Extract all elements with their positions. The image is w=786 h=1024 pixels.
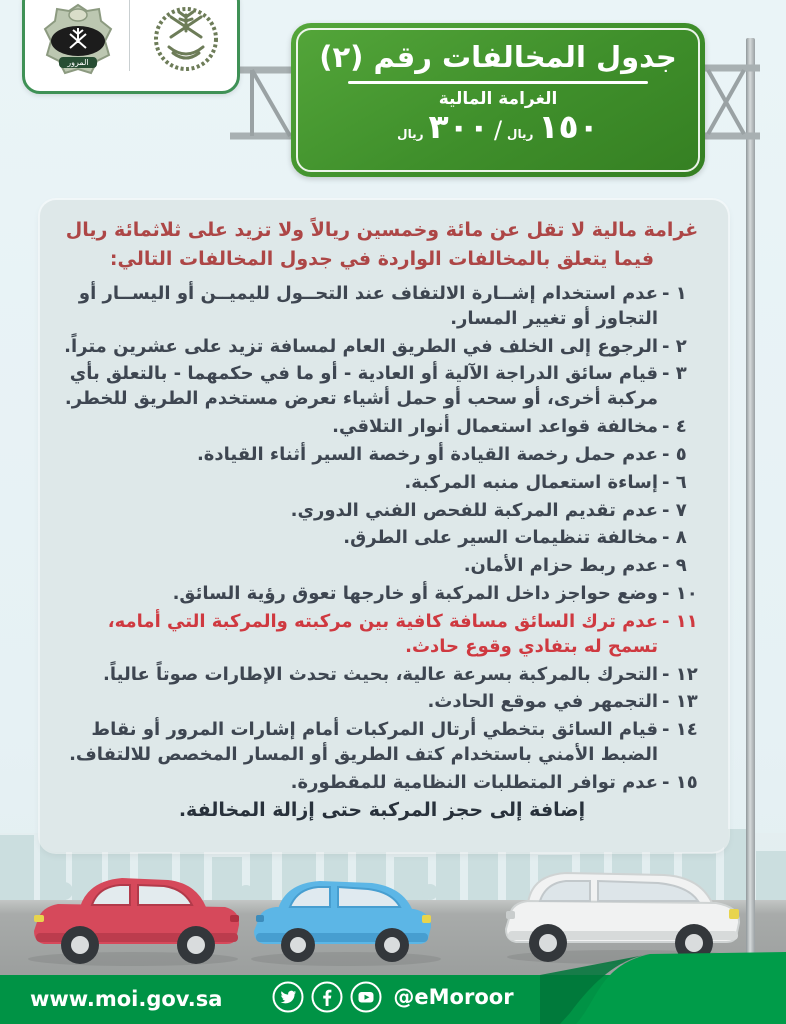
intro-text: غرامة مالية لا تقل عن مائة وخمسين ريالاً ولا تزيد على ثلاثمائة ريال فيما يتعلق بالمخالفات الواردة في جدول المخالفات التالي: [65, 219, 699, 270]
violation-number: ٥ - [662, 443, 687, 465]
sign-title: جدول المخالفات رقم (٢) [319, 40, 677, 74]
violation-item-8 [56, 526, 708, 551]
violation-text: قيام السائق بتخطي أرتال المركبات أمام إشارات المرور أو نقاط الضبط الأمني باستخدام كتف الطريق أو المسار المخصص للالتفاف. [69, 719, 658, 766]
amount-max: ٣٠٠ [428, 107, 489, 146]
violation-number: ١٠ - [662, 583, 698, 605]
amount-separator: / [493, 116, 503, 144]
twitter-icon[interactable] [272, 981, 304, 1013]
moi-emblem-icon [151, 3, 221, 75]
website-link[interactable]: www.moi.gov.sa [30, 987, 223, 1011]
violation-text: عدم حمل رخصة القيادة أو رخصة السير أثناء القيادة. [196, 443, 658, 465]
violation-item-14 [56, 718, 708, 768]
fine-amounts [397, 107, 599, 146]
social-row [0, 981, 786, 1013]
violation-number: ١٤ - [662, 719, 698, 741]
youtube-icon[interactable] [350, 981, 382, 1013]
violation-number: ٤ - [662, 416, 687, 438]
violation-item-15 [56, 771, 708, 796]
moroor-badge-icon [43, 3, 113, 79]
sign-separator [348, 81, 648, 84]
violation-text: مخالفة قواعد استعمال أنوار التلاقي. [332, 416, 658, 438]
violation-text: عدم توافر المتطلبات النظامية للمقطورة. [290, 771, 658, 793]
violation-item-12 [56, 663, 708, 688]
violation-text: قيام سائق الدراجة الآلية أو العادية - أو ما في حكمهما - بالتعلق بأي مركبة أخرى، أو سحب أو حمل أشياء تعرض مستخدم الطريق للخطر. [64, 363, 658, 410]
violation-number: ٧ - [662, 499, 687, 521]
facebook-icon[interactable] [311, 981, 343, 1013]
fine-label: الغرامة المالية [438, 89, 558, 109]
violation-number: ١١ - [662, 610, 698, 632]
violation-item-10 [56, 582, 708, 607]
violation-item-1 [56, 282, 708, 332]
violation-number: ١٢ - [662, 663, 698, 685]
violation-text: إساءة استعمال منبه المركبة. [404, 471, 658, 493]
violations-panel [40, 200, 728, 852]
logos-card [22, 0, 240, 94]
violation-number: ٦ - [662, 471, 687, 493]
violation-text: وضع حواجز داخل المركبة أو خارجها تعوق رؤية السائق. [172, 583, 658, 605]
violation-item-9 [56, 554, 708, 579]
violation-item-7 [56, 499, 708, 524]
violation-number: ١٣ - [662, 691, 698, 713]
currency-label: ريال [397, 127, 424, 141]
sign-inner-frame [296, 28, 700, 172]
violation-item-2 [56, 335, 708, 360]
moroor-badge-text: المرور [67, 58, 89, 67]
violation-text: عدم تقديم المركبة للفحص الفني الدوري. [290, 499, 658, 521]
violation-number: ٢ - [662, 335, 687, 357]
violation-text: عدم ترك السائق مسافة كافية بين مركبته والمركبة التي أمامه، تسمح له بتفادي وقوع حادث. [107, 610, 658, 657]
currency-label: ريال [507, 127, 534, 141]
violation-item-5 [56, 443, 708, 468]
violation-number: ٨ - [662, 527, 687, 549]
closing-note: إضافة إلى حجز المركبة حتى إزالة المخالفة. [178, 798, 586, 821]
violation-number: ١ - [662, 283, 687, 304]
logo-divider [129, 0, 130, 71]
violation-text: التجمهر في موقع الحادث. [427, 691, 658, 713]
violation-number: ١٥ - [662, 771, 698, 793]
violation-number: ٩ - [662, 555, 687, 577]
violation-text: عدم ربط حزام الأمان. [463, 555, 658, 577]
violation-item-13 [56, 690, 708, 715]
violation-item-6 [56, 471, 708, 496]
violation-number: ٣ - [662, 363, 687, 385]
violation-text: التحرك بالمركبة بسرعة عالية، بحيث تحدث الإطارات صوتاً عالياً. [103, 663, 658, 685]
violation-text: الرجوع إلى الخلف في الطريق العام لمسافة تزيد على عشرين متراً. [64, 335, 658, 357]
violation-item-3 [56, 362, 708, 412]
violation-text: عدم استخدام إشــارة الالتفاف عند التحــول لليميــن أو اليســار أو التجاوز أو تغيير المسار. [78, 283, 658, 329]
amount-min: ١٥٠ [538, 107, 599, 146]
social-handle[interactable]: @eMoroor [393, 985, 514, 1009]
sign-pole [746, 38, 755, 956]
violation-item-4 [56, 415, 708, 440]
violation-item-11-highlighted [56, 610, 708, 660]
violations-sign [291, 23, 705, 177]
violation-text: مخالفة تنظيمات السير على الطرق. [343, 527, 658, 549]
